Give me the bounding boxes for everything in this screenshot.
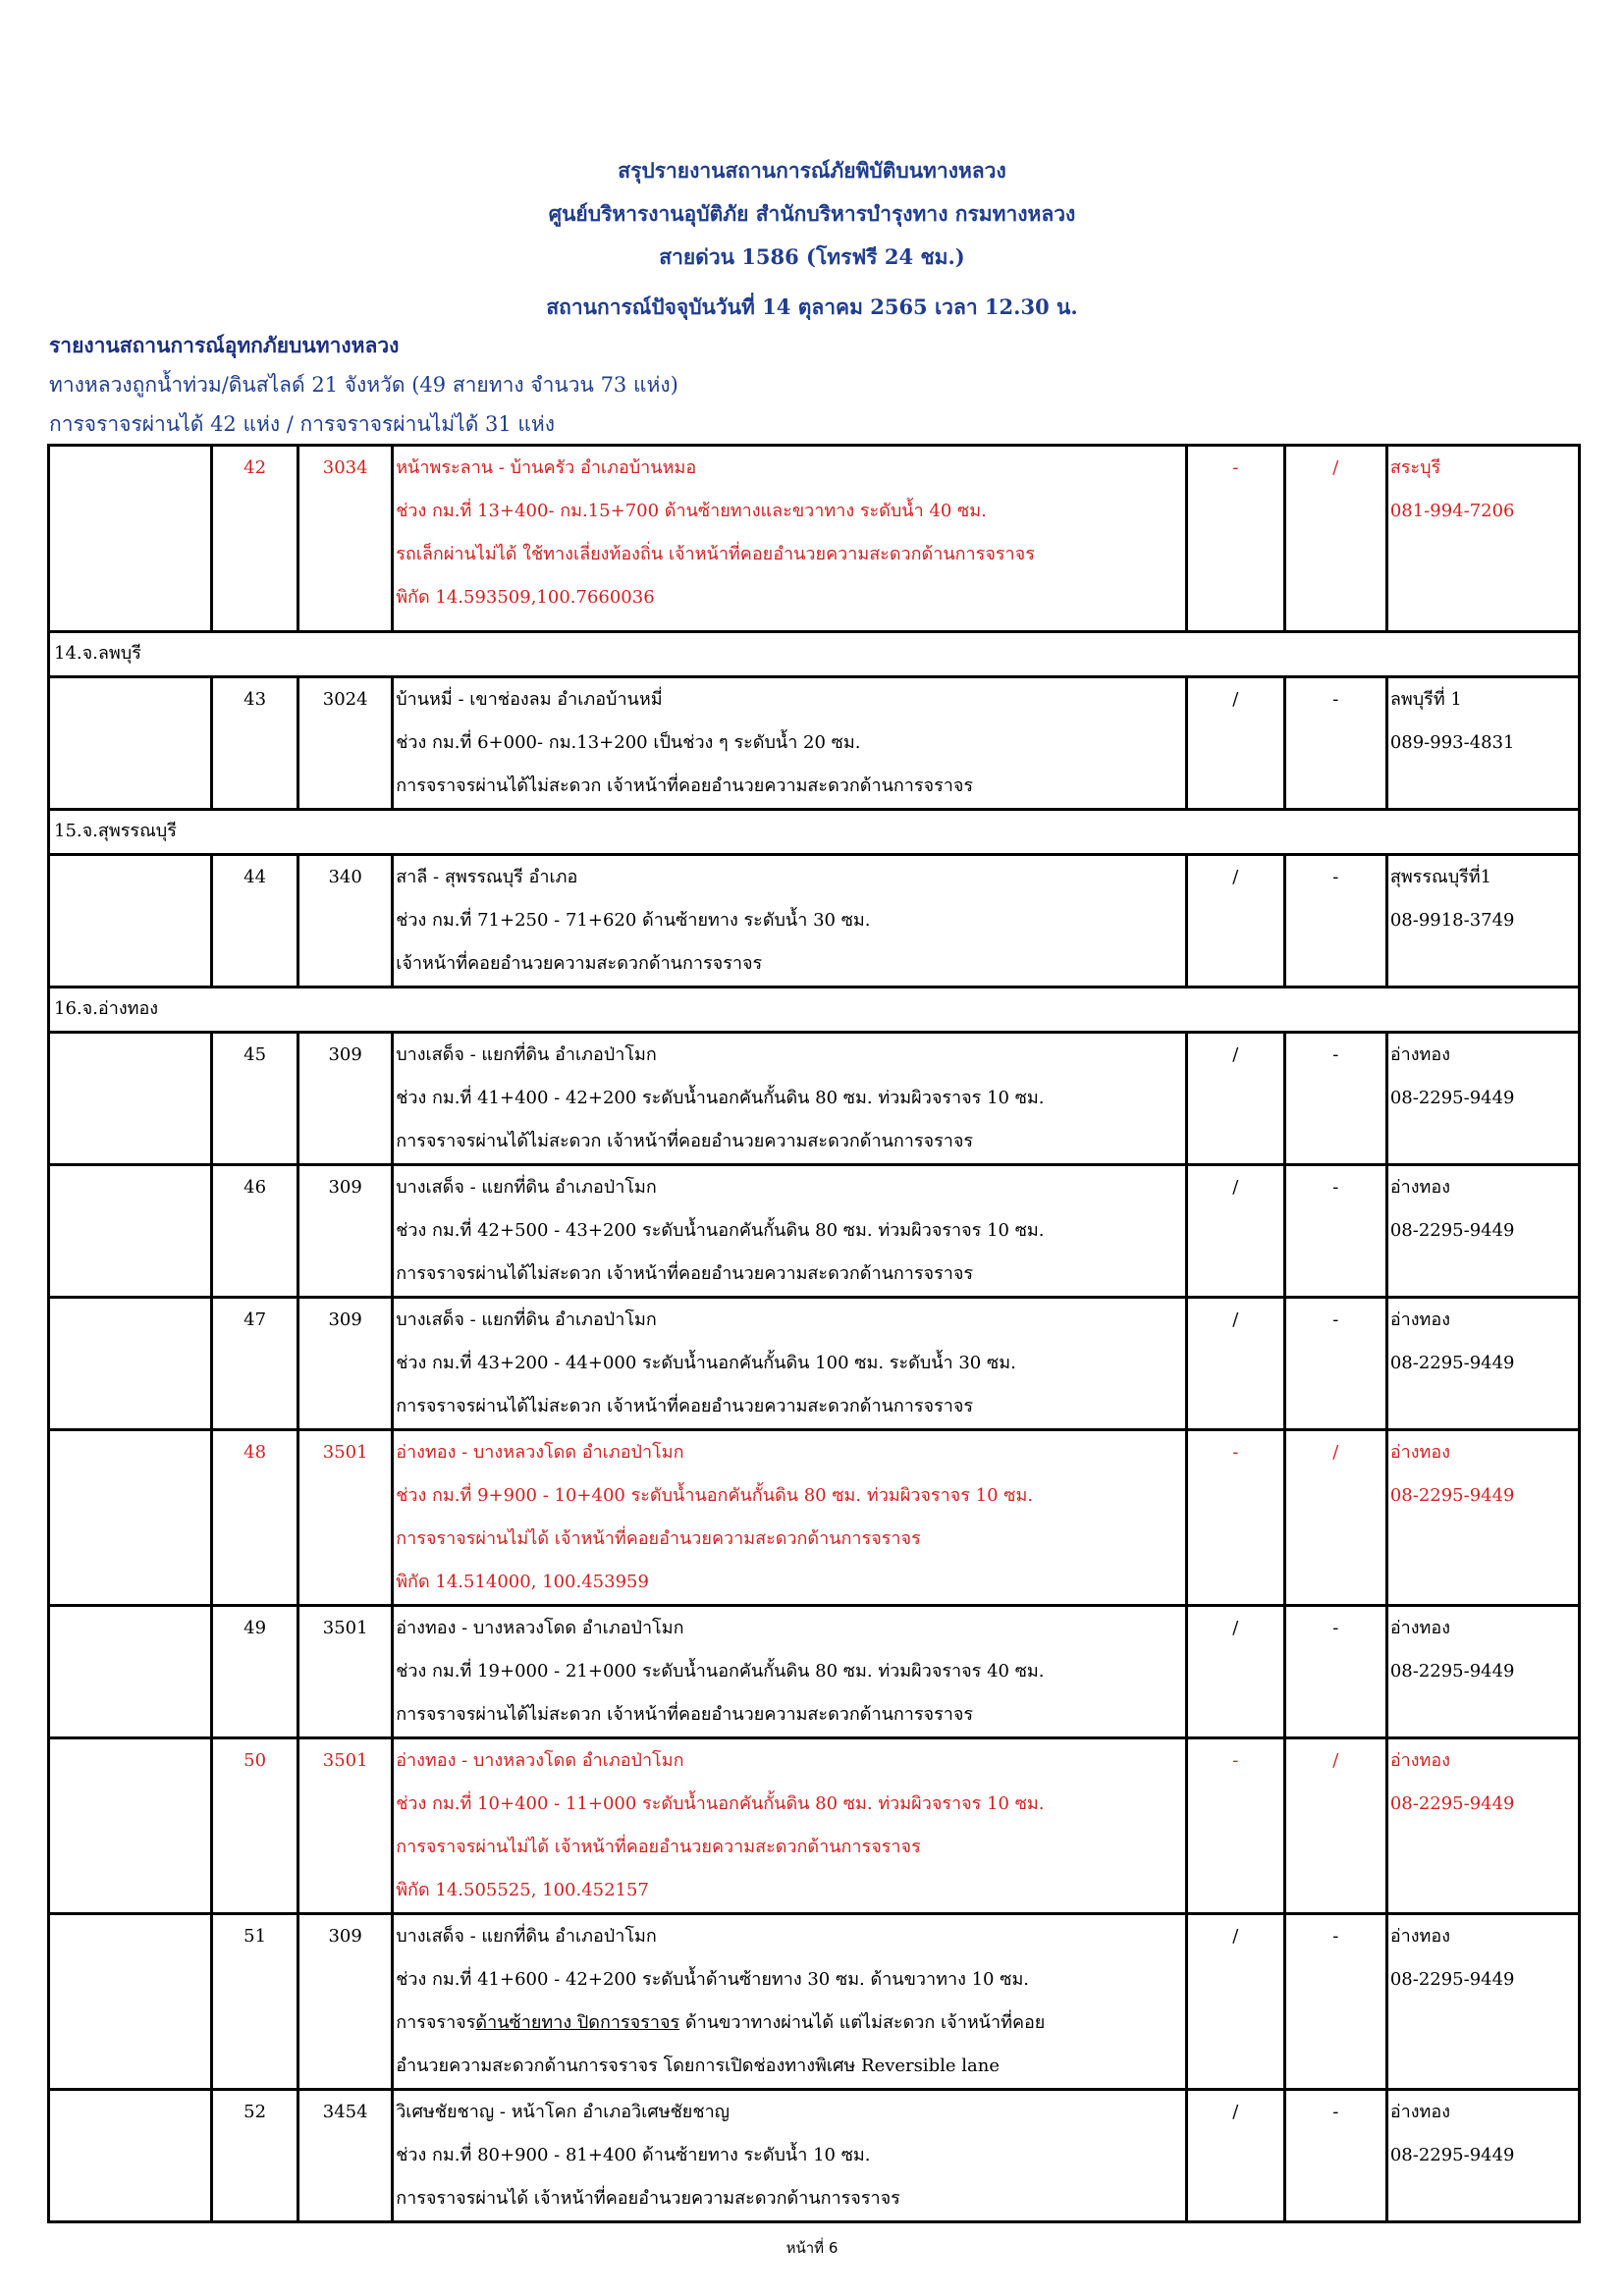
province-section-row bbox=[49, 810, 1580, 855]
location-detail bbox=[393, 446, 1187, 632]
table-row bbox=[49, 855, 1580, 988]
location-name: บางเสด็จ - แยกที่ดิน อำเภอป่าโมก bbox=[396, 1044, 657, 1065]
passable-mark: / bbox=[1186, 677, 1284, 810]
passable-mark: - bbox=[1186, 1738, 1284, 1914]
km-range-water-level: ช่วง กม.ที่ 6+000- กม.13+200 เป็นช่วง ๆ ระดับน้ำ 20 ซม. bbox=[396, 732, 861, 753]
item-number: 46 bbox=[212, 1165, 298, 1298]
impassable-mark: / bbox=[1284, 446, 1386, 632]
km-range-water-level: ช่วง กม.ที่ 43+200 - 44+000 ระดับน้ำนอกคันกั้นดิน 100 ซม. ระดับน้ำ 30 ซม. bbox=[396, 1353, 1016, 1373]
table-row bbox=[49, 677, 1580, 810]
responsible-unit bbox=[1386, 1606, 1579, 1738]
location-detail bbox=[393, 1914, 1187, 2090]
unit-name: อ่างทอง bbox=[1389, 1750, 1450, 1771]
page-number: หน้าที่ 6 bbox=[785, 2239, 839, 2257]
traffic-status: เจ้าหน้าที่คอยอำนวยความสะดวกด้านการจราจร bbox=[396, 953, 763, 974]
location-name: อ่างทอง - บางหลวงโดด อำเภอป่าโมก bbox=[396, 1750, 684, 1771]
responsible-unit bbox=[1386, 855, 1579, 988]
blank-cell bbox=[49, 1298, 212, 1430]
km-range-water-level: ช่วง กม.ที่ 13+400- กม.15+700 ด้านซ้ายทางและขวาทาง ระดับน้ำ 40 ซม. bbox=[396, 501, 987, 521]
unit-name: อ่างทอง bbox=[1389, 1618, 1450, 1638]
impassable-mark: - bbox=[1284, 1033, 1386, 1165]
unit-name: ลพบุรีที่ 1 bbox=[1389, 689, 1462, 710]
hotline-text: สายด่วน 1586 (โทรฟรี 24 ชม.) bbox=[659, 244, 965, 269]
flood-report-table bbox=[47, 444, 1581, 2223]
route-number: 3454 bbox=[298, 2090, 393, 2222]
unit-phone: 08-2295-9449 bbox=[1389, 1793, 1515, 1814]
blank-cell bbox=[49, 1033, 212, 1165]
km-range-water-level: ช่วง กม.ที่ 41+600 - 42+200 ระดับน้ำด้านซ้ายทาง 30 ซม. ด้านขวาทาง 10 ซม. bbox=[396, 1969, 1030, 1990]
passable-mark: - bbox=[1186, 446, 1284, 632]
location-detail bbox=[393, 855, 1187, 988]
responsible-unit bbox=[1386, 1165, 1579, 1298]
item-number: 50 bbox=[212, 1738, 298, 1914]
responsible-unit bbox=[1386, 1033, 1579, 1165]
item-number: 48 bbox=[212, 1430, 298, 1606]
unit-phone: 08-2295-9449 bbox=[1389, 1353, 1515, 1373]
location-name: สาลี - สุพรรณบุรี อำเภอ bbox=[396, 867, 578, 887]
unit-name: อ่างทอง bbox=[1389, 1926, 1450, 1947]
traffic-status: รถเล็กผ่านไม่ได้ ใช้ทางเลี่ยงท้องถิ่น เจ้าหน้าที่คอยอำนวยความสะดวกด้านการจราจร bbox=[396, 544, 1035, 564]
coordinates: พิกัด 14.593509,100.7660036 bbox=[396, 587, 655, 608]
blank-cell bbox=[49, 1738, 212, 1914]
traffic-status-closed-lane: ด้านซ้ายทาง ปิดการจราจร bbox=[475, 2012, 680, 2033]
location-name: หน้าพระลาน - บ้านครัว อำเภอบ้านหมอ bbox=[396, 457, 697, 478]
coordinates: พิกัด 14.514000, 100.453959 bbox=[396, 1572, 649, 1592]
route-number: 309 bbox=[298, 1165, 393, 1298]
blank-cell bbox=[49, 1165, 212, 1298]
unit-name: อ่างทอง bbox=[1389, 1309, 1450, 1330]
table-row bbox=[49, 1430, 1580, 1606]
location-detail bbox=[393, 1033, 1187, 1165]
unit-name: อ่างทอง bbox=[1389, 2102, 1450, 2122]
location-detail bbox=[393, 1738, 1187, 1914]
location-detail bbox=[393, 1165, 1187, 1298]
responsible-unit bbox=[1386, 446, 1579, 632]
impassable-mark: - bbox=[1284, 855, 1386, 988]
impassable-mark: - bbox=[1284, 1914, 1386, 2090]
item-number: 49 bbox=[212, 1606, 298, 1738]
report-subtitle: ศูนย์บริหารงานอุบัติภัย สำนักบริหารบำรุงทาง กรมทางหลวง bbox=[548, 201, 1076, 226]
route-number: 3501 bbox=[298, 1738, 393, 1914]
province-label: 14.จ.ลพบุรี bbox=[49, 632, 1580, 677]
item-number: 51 bbox=[212, 1914, 298, 2090]
item-number: 52 bbox=[212, 2090, 298, 2222]
traffic-status: การจราจรผ่านได้ เจ้าหน้าที่คอยอำนวยความสะดวกด้านการจราจร bbox=[396, 2188, 900, 2209]
intro-heading: รายงานสถานการณ์อุทกภัยบนทางหลวง bbox=[49, 333, 400, 357]
responsible-unit bbox=[1386, 1738, 1579, 1914]
route-number: 3501 bbox=[298, 1430, 393, 1606]
location-name: อ่างทอง - บางหลวงโดด อำเภอป่าโมก bbox=[396, 1618, 684, 1638]
route-number: 340 bbox=[298, 855, 393, 988]
route-number: 309 bbox=[298, 1298, 393, 1430]
unit-name: อ่างทอง bbox=[1389, 1177, 1450, 1198]
responsible-unit bbox=[1386, 677, 1579, 810]
km-range-water-level: ช่วง กม.ที่ 10+400 - 11+000 ระดับน้ำนอกคันกั้นดิน 80 ซม. ท่วมผิวจราจร 10 ซม. bbox=[396, 1793, 1045, 1814]
unit-phone: 08-2295-9449 bbox=[1389, 1088, 1515, 1108]
blank-cell bbox=[49, 1914, 212, 2090]
province-section-row bbox=[49, 988, 1580, 1033]
location-name: วิเศษชัยชาญ - หน้าโคก อำเภอวิเศษชัยชาญ bbox=[396, 2102, 731, 2122]
item-number: 44 bbox=[212, 855, 298, 988]
passable-mark: / bbox=[1186, 1606, 1284, 1738]
traffic-status-continued: อำนวยความสะดวกด้านการจราจร โดยการเปิดช่องทางพิเศษ Reversible lane bbox=[396, 2056, 1001, 2076]
blank-cell bbox=[49, 677, 212, 810]
traffic-status: การจราจรผ่านได้ไม่สะดวก เจ้าหน้าที่คอยอำนวยความสะดวกด้านการจราจร bbox=[396, 1131, 974, 1151]
traffic-status-suffix: ด้านขวาทางผ่านได้ แต่ไม่สะดวก เจ้าหน้าที่คอย bbox=[679, 2012, 1046, 2033]
table-row bbox=[49, 1606, 1580, 1738]
traffic-status: การจราจรผ่านได้ไม่สะดวก เจ้าหน้าที่คอยอำนวยความสะดวกด้านการจราจร bbox=[396, 1263, 974, 1284]
unit-phone: 08-2295-9449 bbox=[1389, 2145, 1515, 2165]
km-range-water-level: ช่วง กม.ที่ 42+500 - 43+200 ระดับน้ำนอกคันกั้นดิน 80 ซม. ท่วมผิวจราจร 10 ซม. bbox=[396, 1220, 1045, 1241]
route-number: 3501 bbox=[298, 1606, 393, 1738]
location-detail bbox=[393, 1430, 1187, 1606]
km-range-water-level: ช่วง กม.ที่ 80+900 - 81+400 ด้านซ้ายทาง ระดับน้ำ 10 ซม. bbox=[396, 2145, 871, 2165]
table-row bbox=[49, 2090, 1580, 2222]
route-number: 3024 bbox=[298, 677, 393, 810]
table-row bbox=[49, 446, 1580, 632]
impassable-mark: - bbox=[1284, 1298, 1386, 1430]
blank-cell bbox=[49, 2090, 212, 2222]
unit-name: อ่างทอง bbox=[1389, 1442, 1450, 1463]
location-name: บางเสด็จ - แยกที่ดิน อำเภอป่าโมก bbox=[396, 1309, 657, 1330]
province-label: 15.จ.สุพรรณบุรี bbox=[49, 810, 1580, 855]
traffic-status: การจราจรผ่านได้ไม่สะดวก เจ้าหน้าที่คอยอำนวยความสะดวกด้านการจราจร bbox=[396, 1704, 974, 1725]
passable-mark: / bbox=[1186, 1165, 1284, 1298]
responsible-unit bbox=[1386, 1430, 1579, 1606]
unit-phone: 089-993-4831 bbox=[1389, 732, 1515, 753]
blank-cell bbox=[49, 1606, 212, 1738]
impassable-mark: - bbox=[1284, 2090, 1386, 2222]
traffic-status bbox=[396, 2002, 1185, 2045]
blank-cell bbox=[49, 446, 212, 632]
location-detail bbox=[393, 2090, 1187, 2222]
intro-traffic-summary: การจราจรผ่านได้ 42 แห่ง / การจราจรผ่านไม่ได้ 31 แห่ง bbox=[49, 412, 556, 436]
impassable-mark: - bbox=[1284, 677, 1386, 810]
coordinates: พิกัด 14.505525, 100.452157 bbox=[396, 1880, 649, 1900]
location-detail bbox=[393, 1606, 1187, 1738]
item-number: 47 bbox=[212, 1298, 298, 1430]
impassable-mark: - bbox=[1284, 1165, 1386, 1298]
unit-phone: 08-2295-9449 bbox=[1389, 1661, 1515, 1682]
unit-name: สระบุรี bbox=[1389, 457, 1441, 478]
item-number: 45 bbox=[212, 1033, 298, 1165]
passable-mark: - bbox=[1186, 1430, 1284, 1606]
passable-mark: / bbox=[1186, 1298, 1284, 1430]
unit-name: สุพรรณบุรีที่1 bbox=[1389, 867, 1492, 887]
report-title: สรุปรายงานสถานการณ์ภัยพิบัติบนทางหลวง bbox=[618, 158, 1006, 183]
location-name: อ่างทอง - บางหลวงโดด อำเภอป่าโมก bbox=[396, 1442, 684, 1463]
responsible-unit bbox=[1386, 1298, 1579, 1430]
traffic-status: การจราจรผ่านได้ไม่สะดวก เจ้าหน้าที่คอยอำนวยความสะดวกด้านการจราจร bbox=[396, 1396, 974, 1416]
location-name: บางเสด็จ - แยกที่ดิน อำเภอป่าโมก bbox=[396, 1926, 657, 1947]
intro-summary: ทางหลวงถูกน้ำท่วม/ดินสไลด์ 21 จังหวัด (49 สายทาง จำนวน 73 แห่ง) bbox=[49, 373, 678, 397]
location-name: บ้านหมี่ - เขาช่องลม อำเภอบ้านหมี่ bbox=[396, 689, 663, 710]
unit-name: อ่างทอง bbox=[1389, 1044, 1450, 1065]
impassable-mark: / bbox=[1284, 1738, 1386, 1914]
blank-cell bbox=[49, 1430, 212, 1606]
table-row bbox=[49, 1738, 1580, 1914]
location-name: บางเสด็จ - แยกที่ดิน อำเภอป่าโมก bbox=[396, 1177, 657, 1198]
route-number: 309 bbox=[298, 1914, 393, 2090]
passable-mark: / bbox=[1186, 855, 1284, 988]
unit-phone: 081-994-7206 bbox=[1389, 501, 1515, 521]
impassable-mark: - bbox=[1284, 1606, 1386, 1738]
km-range-water-level: ช่วง กม.ที่ 71+250 - 71+620 ด้านซ้ายทาง ระดับน้ำ 30 ซม. bbox=[396, 910, 871, 931]
item-number: 43 bbox=[212, 677, 298, 810]
responsible-unit bbox=[1386, 1914, 1579, 2090]
situation-datetime: สถานการณ์ปัจจุบันวันที่ 14 ตุลาคม 2565 เวลา 12.30 น. bbox=[546, 294, 1078, 319]
blank-cell bbox=[49, 855, 212, 988]
passable-mark: / bbox=[1186, 1914, 1284, 2090]
location-detail bbox=[393, 677, 1187, 810]
table-body bbox=[49, 446, 1580, 2222]
province-label: 16.จ.อ่างทอง bbox=[49, 988, 1580, 1033]
passable-mark: / bbox=[1186, 1033, 1284, 1165]
table-row bbox=[49, 1298, 1580, 1430]
table-row bbox=[49, 1033, 1580, 1165]
impassable-mark: / bbox=[1284, 1430, 1386, 1606]
route-number: 3034 bbox=[298, 446, 393, 632]
unit-phone: 08-2295-9449 bbox=[1389, 1969, 1515, 1990]
table-row bbox=[49, 1914, 1580, 2090]
unit-phone: 08-2295-9449 bbox=[1389, 1485, 1515, 1506]
km-range-water-level: ช่วง กม.ที่ 9+900 - 10+400 ระดับน้ำนอกคันกั้นดิน 80 ซม. ท่วมผิวจราจร 10 ซม. bbox=[396, 1485, 1034, 1506]
route-number: 309 bbox=[298, 1033, 393, 1165]
province-section-row bbox=[49, 632, 1580, 677]
traffic-status: การจราจรผ่านไม่ได้ เจ้าหน้าที่คอยอำนวยความสะดวกด้านการจราจร bbox=[396, 1837, 921, 1857]
km-range-water-level: ช่วง กม.ที่ 19+000 - 21+000 ระดับน้ำนอกคันกั้นดิน 80 ซม. ท่วมผิวจราจร 40 ซม. bbox=[396, 1661, 1045, 1682]
km-range-water-level: ช่วง กม.ที่ 41+400 - 42+200 ระดับน้ำนอกคันกั้นดิน 80 ซม. ท่วมผิวจราจร 10 ซม. bbox=[396, 1088, 1045, 1108]
item-number: 42 bbox=[212, 446, 298, 632]
unit-phone: 08-9918-3749 bbox=[1389, 910, 1515, 931]
table-row bbox=[49, 1165, 1580, 1298]
traffic-status: การจราจรผ่านได้ไม่สะดวก เจ้าหน้าที่คอยอำนวยความสะดวกด้านการจราจร bbox=[396, 775, 974, 796]
responsible-unit bbox=[1386, 2090, 1579, 2222]
traffic-status-prefix: การจราจร bbox=[396, 2012, 476, 2033]
traffic-status: การจราจรผ่านไม่ได้ เจ้าหน้าที่คอยอำนวยความสะดวกด้านการจราจร bbox=[396, 1528, 921, 1549]
unit-phone: 08-2295-9449 bbox=[1389, 1220, 1515, 1241]
passable-mark: / bbox=[1186, 2090, 1284, 2222]
location-detail bbox=[393, 1298, 1187, 1430]
